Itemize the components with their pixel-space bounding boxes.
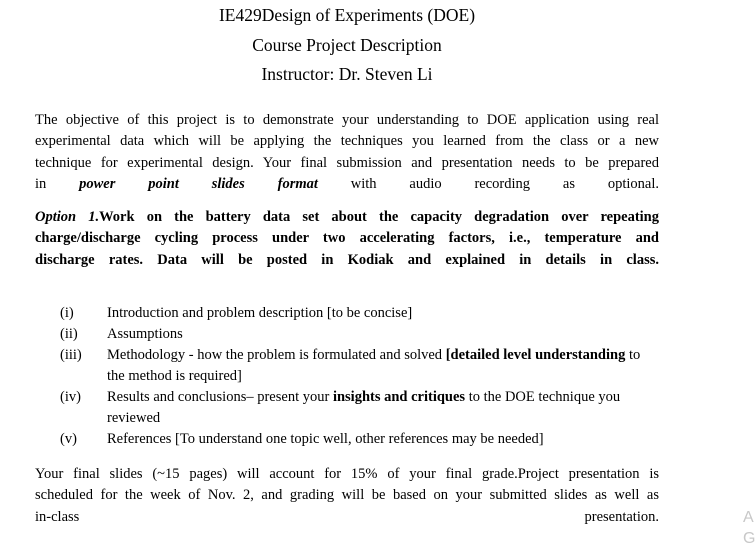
list-number: (v) xyxy=(60,431,77,447)
objective-line-3: technique for experimental design. Your final submission and presentation needs to be prepared xyxy=(35,154,659,171)
objective-line-4 xyxy=(35,174,659,195)
option-line-3: discharge rates. Data will be posted in Kodiak and explained in details in class. xyxy=(35,251,659,268)
list-text-post: to the method is required] xyxy=(107,347,641,384)
closing-paragraph xyxy=(35,464,659,528)
list-number: (ii) xyxy=(60,326,78,342)
list-item xyxy=(0,345,660,387)
instructor-line: Instructor: Dr. Steven Li xyxy=(261,64,433,84)
list-item xyxy=(0,303,660,324)
objective-line-4-post: with audio recording as optional. xyxy=(317,175,659,192)
deliverables-list xyxy=(0,303,660,450)
option-line-2: charge/discharge cycling process under two accelerating factors, i.e., temperature and xyxy=(35,230,659,247)
closing-line-1: Your final slides (~15 pages) will account for 15% of your final grade.Project presentation is xyxy=(35,466,659,482)
list-item xyxy=(0,324,660,345)
list-number: (iv) xyxy=(60,389,81,405)
list-text xyxy=(107,347,640,384)
list-text xyxy=(107,389,620,426)
list-item xyxy=(0,429,660,450)
closing-line-2: scheduled for the week of Nov. 2, and grading will be based on your submitted slides as well as xyxy=(35,487,659,504)
list-text-post: to the DOE technique you reviewed xyxy=(107,389,621,426)
list-number: (i) xyxy=(60,305,74,321)
edge-letter-bottom: G xyxy=(743,530,755,547)
closing-line-3: in-class presentation. xyxy=(35,508,659,525)
document-subtitle: Course Project Description xyxy=(252,35,442,55)
list-number: (iii) xyxy=(60,347,82,363)
list-item xyxy=(0,387,660,429)
course-title: IE429Design of Experiments (DOE) xyxy=(218,5,476,25)
objective-paragraph xyxy=(35,110,659,195)
list-text-pre: Results and conclusions– present your xyxy=(107,389,333,405)
objective-line-2: experimental data which will be applying the techniques you learned from the class or a new xyxy=(35,133,659,150)
list-text: Assumptions xyxy=(107,326,183,342)
list-text-pre: Methodology - how the problem is formulated and solved xyxy=(107,347,446,363)
objective-line-4-pre: in xyxy=(35,175,80,192)
option-line-1-text: Work on the battery data set about the capacity degradation over repeating xyxy=(99,209,659,225)
list-emphasis: [detailed level understanding xyxy=(445,347,626,363)
objective-line-1: The objective of this project is to demonstrate your understanding to DOE application using real xyxy=(35,112,659,128)
option-label: Option 1. xyxy=(35,209,100,225)
format-emphasis: power point slides format xyxy=(79,175,318,192)
list-text: Introduction and problem description [to be concise] xyxy=(107,305,413,321)
edge-letter-top: A xyxy=(743,509,754,526)
option-paragraph xyxy=(35,207,659,271)
list-emphasis: insights and critiques xyxy=(332,389,466,405)
list-text: References [To understand one topic well, other references may be needed] xyxy=(107,431,544,447)
option-line-1 xyxy=(35,207,659,228)
